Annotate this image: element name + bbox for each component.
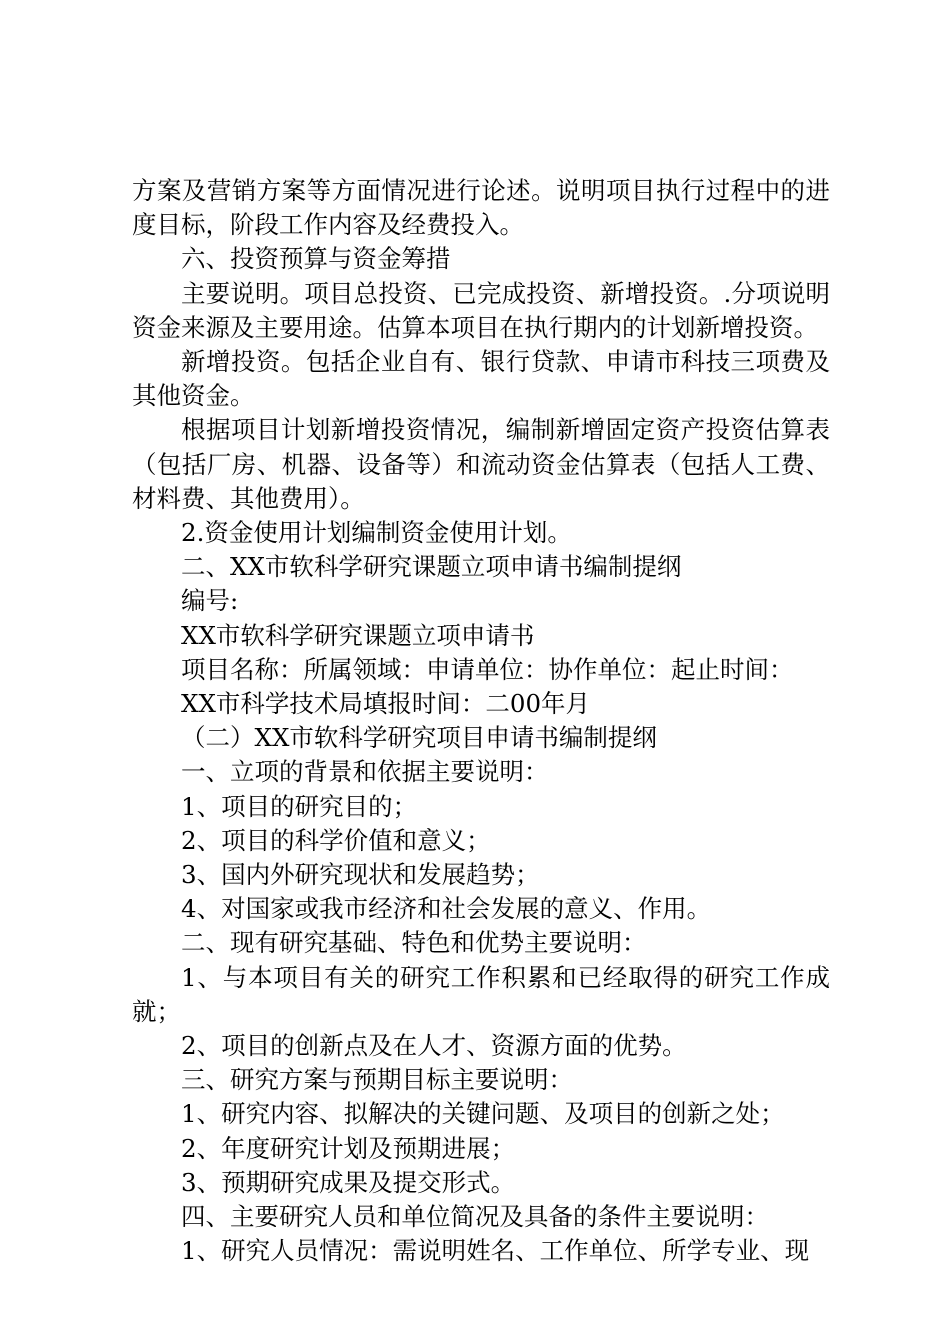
section-heading: （二）XX市软科学研究项目申请书编制提纲: [181, 723, 657, 753]
paragraph: 编号:: [181, 586, 239, 616]
list-item: 4、对国家或我市经济和社会发展的意义、作用。: [181, 894, 712, 924]
paragraph: 主要说明。项目总投资、已完成投资、新增投资。.分项说明资金来源及主要用途。估算本项目在执行期内的计划新增投资。: [132, 278, 830, 342]
list-item: 2、项目的科学价值和意义；: [181, 825, 491, 855]
document-body: [132, 174, 830, 1269]
paragraph: 方案及营销方案等方面情况进行论述。说明项目执行过程中的进度目标，阶段工作内容及经费投入。: [132, 176, 830, 240]
form-footer: XX市科学技术局填报时间：二00年月: [181, 689, 591, 719]
paragraph: 根据项目计划新增投资情况，编制新增固定资产投资估算表（包括厂房、机器、设备等）和流动资金估算表（包括人工费、材料费、其他费用）。: [132, 415, 830, 513]
paragraph: 2.资金使用计划编制资金使用计划。: [181, 518, 572, 548]
list-item: 3、预期研究成果及提交形式。: [181, 1167, 516, 1197]
section-heading: 二、现有研究基础、特色和优势主要说明：: [181, 928, 647, 958]
list-item: 1、项目的研究目的；: [181, 791, 418, 821]
section-heading: 三、研究方案与预期目标主要说明：: [181, 1065, 573, 1095]
section-heading: 一、立项的背景和依据主要说明：: [181, 757, 549, 787]
form-title: XX市软科学研究课题立项申请书: [181, 620, 535, 650]
list-item: 2、年度研究计划及预期进展；: [181, 1133, 516, 1163]
list-item: 2、项目的创新点及在人才、资源方面的优势。: [181, 1031, 687, 1061]
list-item: 1、与本项目有关的研究工作积累和已经取得的研究工作成就；: [132, 962, 830, 1026]
section-heading: 二、XX市软科学研究课题立项申请书编制提纲: [181, 552, 682, 582]
section-heading: 四、主要研究人员和单位简况及具备的条件主要说明：: [181, 1202, 769, 1232]
list-item: 1、研究人员情况：需说明姓名、工作单位、所学专业、现: [181, 1236, 810, 1266]
list-item: 1、研究内容、拟解决的关键问题、及项目的创新之处；: [181, 1099, 785, 1129]
section-heading: 六、投资预算与资金筹措: [181, 244, 451, 274]
paragraph: 新增投资。包括企业自有、银行贷款、申请市科技三项费及其他资金。: [132, 347, 830, 411]
list-item: 3、国内外研究现状和发展趋势；: [181, 860, 540, 890]
form-fields: 项目名称：所属领域：申请单位：协作单位：起止时间：: [181, 654, 794, 684]
